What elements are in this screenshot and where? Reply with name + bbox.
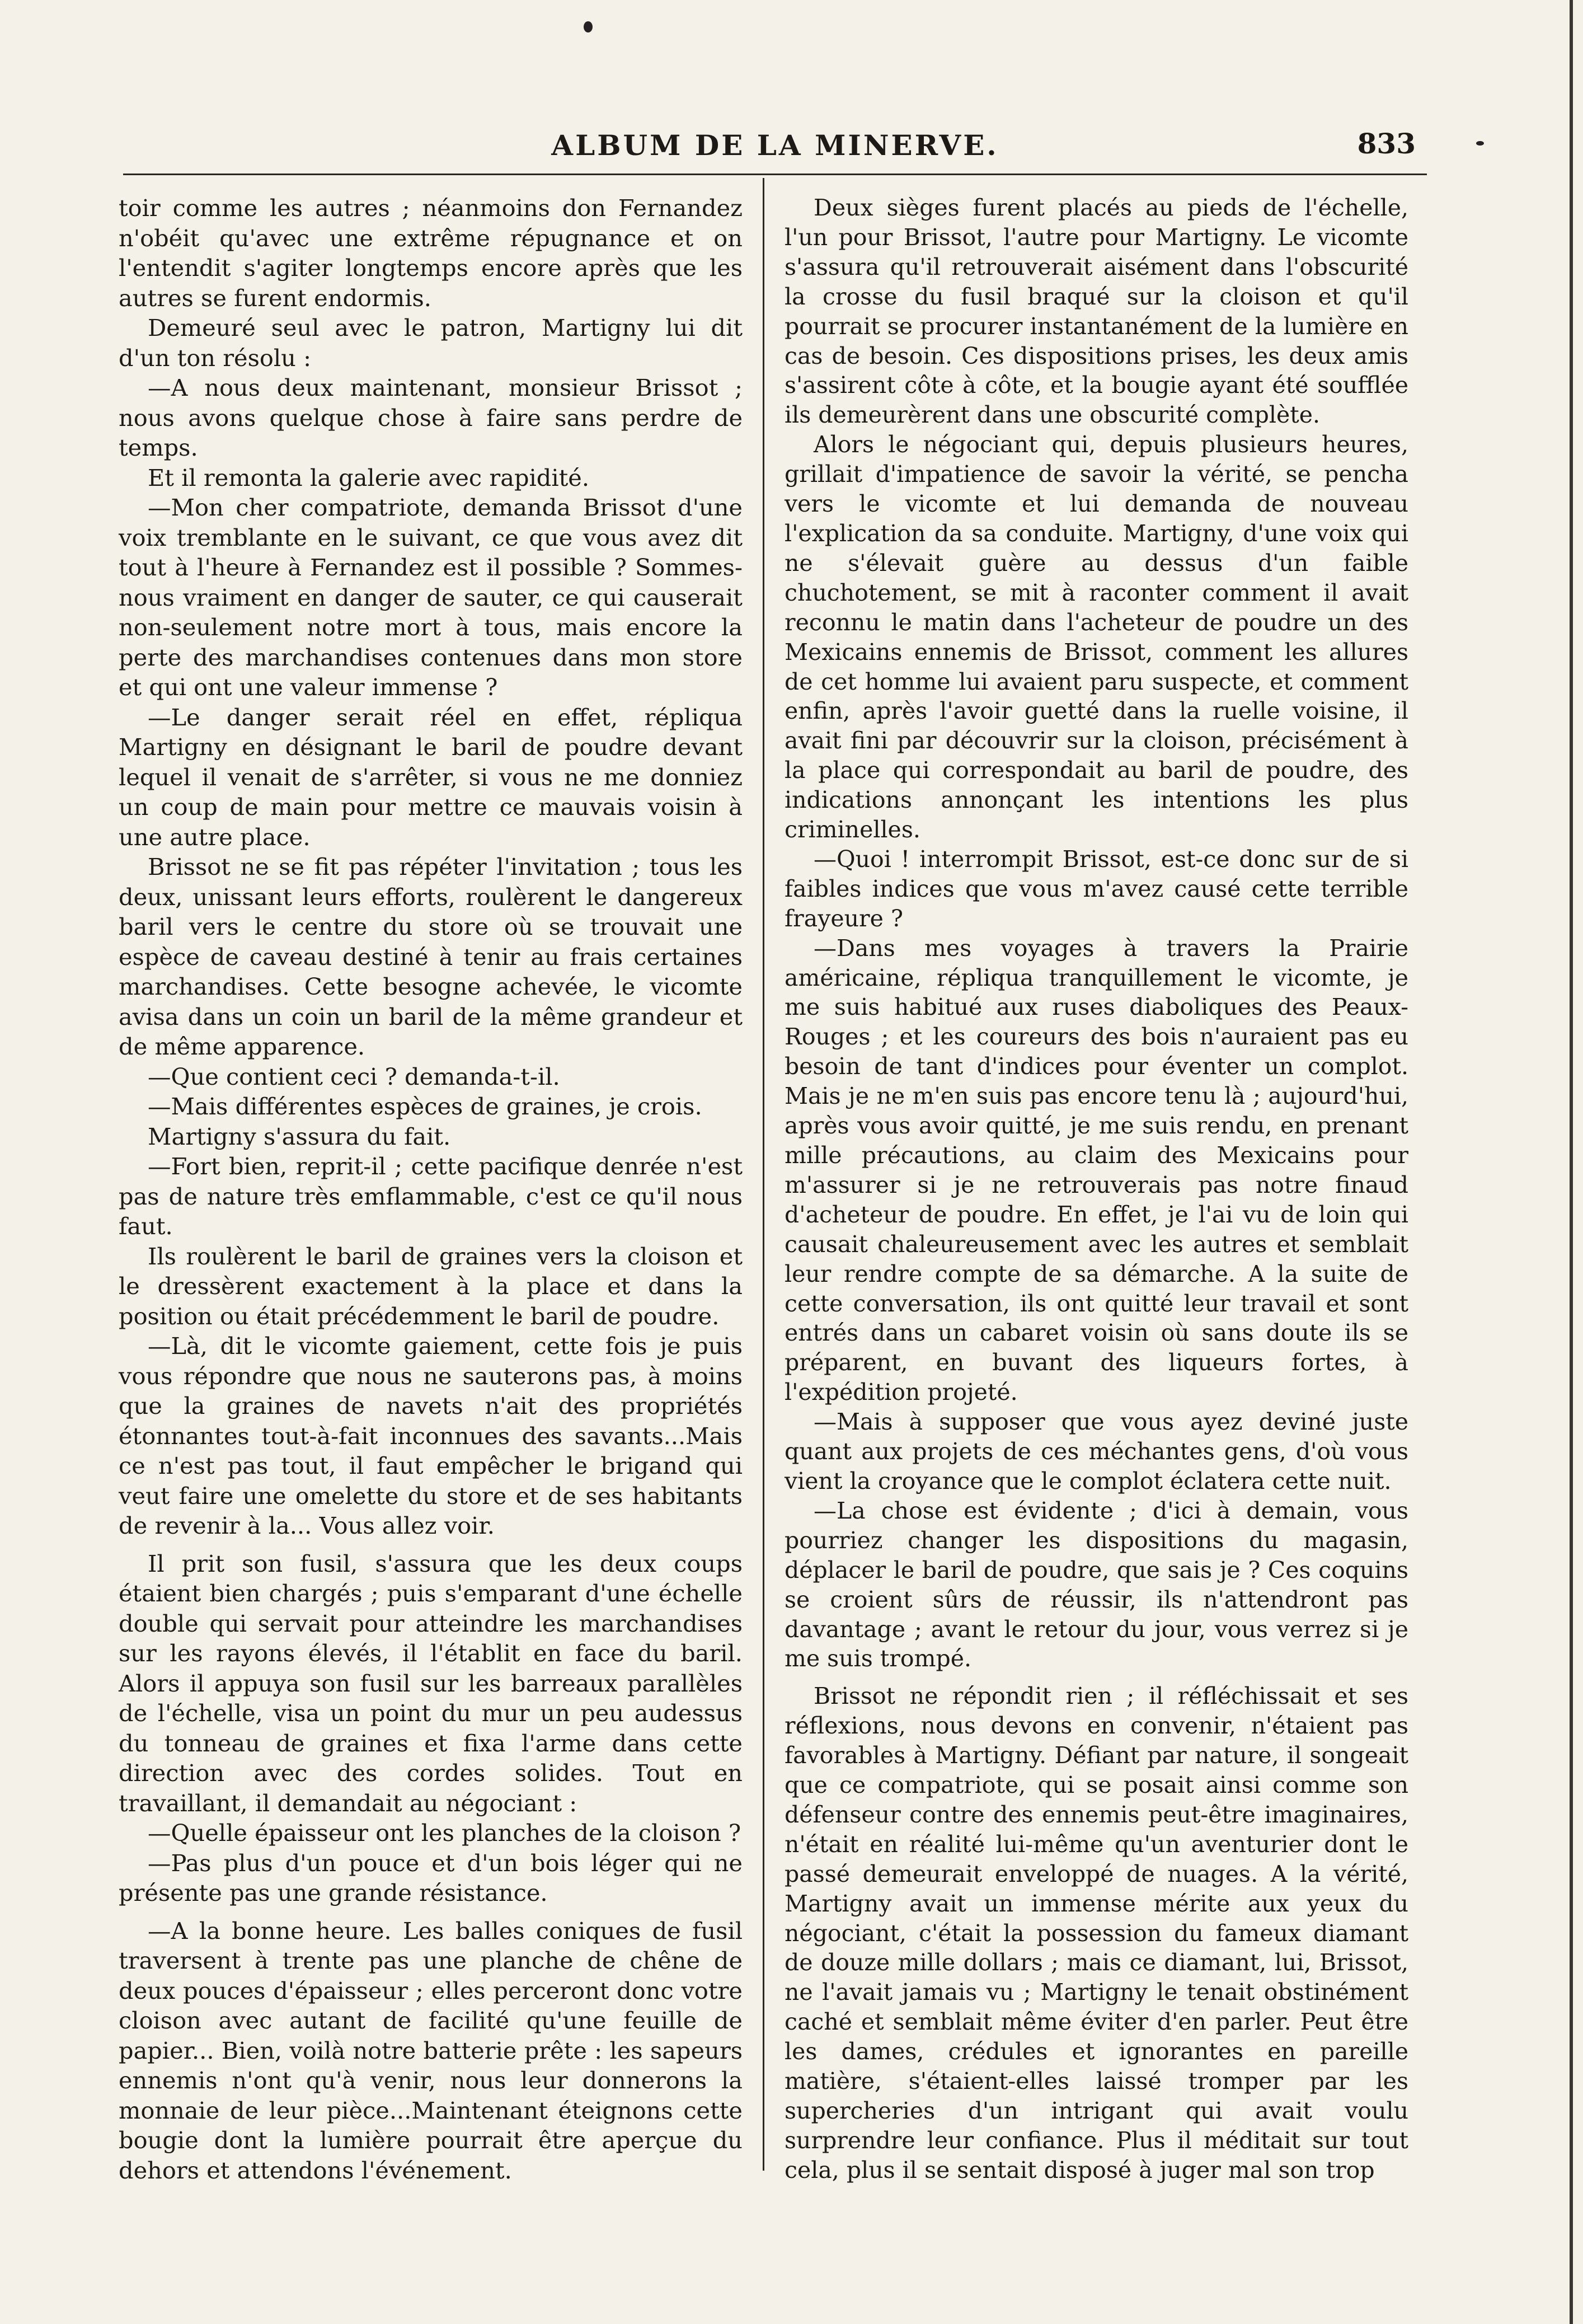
paragraph: Demeuré seul avec le patron, Martigny lui dit d'un ton résolu :: [119, 314, 743, 372]
paragraph: Martigny s'assura du fait.: [148, 1122, 451, 1150]
running-header: [123, 115, 1427, 176]
paragraph: —Mon cher compatriote, demanda Brissot d'une voix tremblante en le suivant, ce que vous avez dit tout à l'heure à Fernandez est il possible ? Sommes-nous vraiment en danger de sauter, ce qui causerait non-seulement notre mort à tous, mais encore la perte des marchandises contenues dans mon store et qui ont une valeur immense ?: [119, 494, 743, 701]
page-edge-shadow: [1570, 0, 1573, 2324]
paragraph: —Dans mes voyages à travers la Prairie américaine, répliqua tranquillement le vicomte, je me suis habitué aux ruses diaboliques des Peaux-Rouges ; et les coureurs des bois n'auraient pas eu besoin de tant d'indices pour éventer un complot. Mais je ne m'en suis pas encore tenu là ; aujourd'hui, après vous avoir quitté, je me suis rendu, en prenant mille précautions, au claim des Mexicains pour m'assurer si je ne retrouverais pas notre finaud d'acheteur de poudre. En effet, je l'ai vu de loin qui causait chaleureusement avec les autres et semblait leur rendre compte de sa démarche. A la suite de cette conversation, ils ont quitté leur travail et sont entrés dans un cabaret voisin où sans doute ils se préparent, en buvant des liqueurs fortes, à l'expédition projeté.: [785, 934, 1408, 1406]
ink-speck: [1476, 141, 1484, 146]
paragraph: —A nous deux maintenant, monsieur Brissot ; nous avons quelque chose à faire sans perdre de temps.: [119, 374, 743, 461]
paragraph: —Le danger serait réel en effet, répliqua Martigny en désignant le baril de poudre devant lequel il venait de s'arrêter, si vous ne me donniez un coup de main pour mettre ce mauvais voisin à une autre place.: [119, 703, 743, 851]
paragraph: toir comme les autres ; néanmoins don Fernandez n'obéit qu'avec une extrême répugnance et on l'entendit s'agiter longtemps encore après que les autres se furent endormis.: [119, 194, 743, 312]
paragraph: Il prit son fusil, s'assura que les deux coups étaient bien chargés ; puis s'emparant d'une échelle double qui servait pour atteindre les marchandises sur les rayons élevés, il l'établit en face du baril. Alors il appuya son fusil sur les barreaux parallèles de l'échelle, visa un point du mur un peu audessus du tonneau de graines et fixa l'arme dans cette direction avec des cordes solides. Tout en travaillant, il demandait au négociant :: [119, 1549, 743, 1817]
right-column: [785, 193, 1408, 2185]
ink-speck: [584, 21, 593, 32]
paragraph: Alors le négociant qui, depuis plusieurs heures, grillait d'impatience de savoir la vérité, se pencha vers le vicomte et lui demanda de nouveau l'explication da sa conduite. Martigny, d'une voix qui ne s'élevait guère au dessus d'un faible chuchotement, se mit à raconter comment il avait reconnu le matin dans l'acheteur de poudre un des Mexicains ennemis de Brissot, comment les allures de cet homme lui avaient paru suspecte, et comment enfin, après l'avoir guetté dans la ruelle voisine, il avait fini par découvrir sur la cloison, précisément à la place qui correspondait au baril de poudre, des indications annonçant les intentions les plus criminelles.: [785, 431, 1408, 844]
paragraph: —Là, dit le vicomte gaiement, cette fois je puis vous répondre que nous ne sauterons pas, à moins que la graines de navets n'ait des propriétés étonnantes tout-à-fait inconnues des savants...Mais ce n'est pas tout, il faut empêcher le brigand qui veut faire une omelette du store et de ses habitants de revenir à la... Vous allez voir.: [119, 1332, 743, 1539]
column-rule: [763, 178, 764, 2171]
paragraph: Brissot ne se fit pas répéter l'invitation ; tous les deux, unissant leurs efforts, roulèrent le dangereux baril vers le centre du store où se trouvait une espèce de caveau destiné à tenir au frais certaines marchandises. Cette besogne achevée, le vicomte avisa dans un coin un baril de la même grandeur et de même apparence.: [119, 853, 743, 1060]
paragraph: —Quelle épaisseur ont les planches de la cloison ?: [148, 1819, 741, 1847]
paragraph: Brissot ne répondit rien ; il réfléchissait et ses réflexions, nous devons en convenir, n'étaient pas favorables à Martigny. Défiant par nature, il songeait que ce compatriote, qui se posait ainsi comme son défenseur contre des ennemis peut-être imaginaires, n'était en réalité lui-même qu'un aventurier dont le passé demeurait enveloppé de nuages. A la vérité, Martigny avait un immense mérite aux yeux du négociant, c'était la possession du fameux diamant de douze mille dollars ; mais ce diamant, lui, Brissot, ne l'avait jamais vu ; Martigny le tenait obstinément caché et semblait même éviter d'en parler. Peut être les dames, crédules et ignorantes en pareille matière, s'étaient-elles laissé tromper par les supercheries d'un intrigant qui avait voulu surprendre leur confiance. Plus il méditait sur tout cela, plus il se sentait disposé à juger mal son trop: [785, 1683, 1408, 2184]
left-column: [119, 193, 743, 2185]
journal-title: ALBUM DE LA MINERVE.: [551, 129, 999, 162]
paragraph: —Mais différentes espèces de graines, je crois.: [148, 1093, 702, 1120]
page-number: 833: [1357, 127, 1416, 160]
paragraph: —La chose est évidente ; d'ici à demain, vous pourriez changer les dispositions du magasin, déplacer le baril de poudre, que sais je ? Ces coquins se croient sûrs de réussir, ils n'attendront pas davantage ; avant le retour du jour, vous verrez si je me suis trompé.: [785, 1497, 1408, 1672]
paragraph: —A la bonne heure. Les balles coniques de fusil traversent à trente pas une planche de chêne de deux pouces d'épaisseur ; elles perceront donc votre cloison avec autant de facilité qu'une feuille de papier... Bien, voilà notre batterie prête : les sapeurs ennemis n'ont qu'à venir, nous leur donnerons la monnaie de leur pièce...Maintenant éteignons cette bougie dont la lumière pourrait être aperçue du dehors et attendons l'événement.: [119, 1917, 743, 2184]
header-rule: [123, 174, 1427, 175]
paragraph: —Pas plus d'un pouce et d'un bois léger qui ne présente pas une grande résistance.: [119, 1849, 743, 1906]
paragraph: —Mais à supposer que vous ayez deviné juste quant aux projets de ces méchantes gens, d'où vous vient la croyance que le complot éclatera cette nuit.: [785, 1408, 1408, 1494]
paragraph: —Quoi ! interrompit Brissot, est-ce donc sur de si faibles indices que vous m'avez causé cette terrible frayeure ?: [785, 845, 1408, 932]
paragraph: Ils roulèrent le baril de graines vers la cloison et le dressèrent exactement à la place et dans la position ou était précédemment le baril de poudre.: [119, 1242, 743, 1330]
paragraph: —Que contient ceci ? demanda-t-il.: [148, 1062, 560, 1090]
paragraph: Et il remonta la galerie avec rapidité.: [148, 463, 590, 491]
paragraph: Deux sièges furent placés au pieds de l'échelle, l'un pour Brissot, l'autre pour Martigny. Le vicomte s'assura qu'il retrouverait aisément dans l'obscurité la crosse du fusil braqué sur la cloison et qu'il pourrait se procurer instantanément de la lumière en cas de besoin. Ces dispositions prises, les deux amis s'assirent côte à côte, et la bougie ayant été soufflée ils demeurèrent dans une obscurité complète.: [785, 194, 1408, 429]
paragraph: —Fort bien, reprit-il ; cette pacifique denrée n'est pas de nature très emflammable, c'est ce qu'il nous faut.: [119, 1152, 743, 1240]
